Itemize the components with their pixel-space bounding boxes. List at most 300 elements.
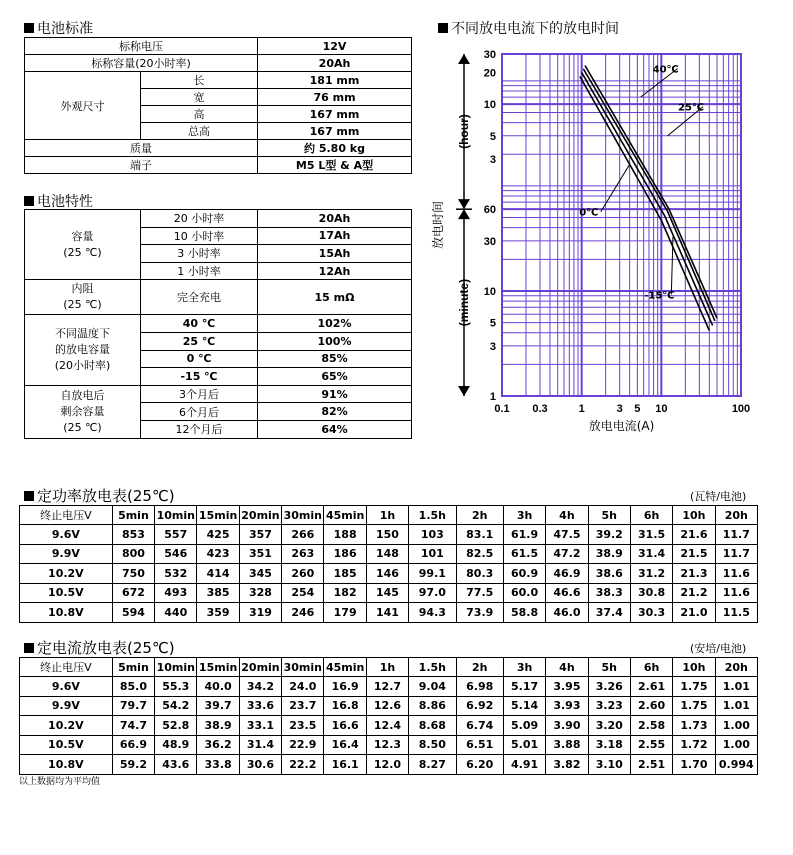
- capacity-label: 3 小时率: [141, 245, 258, 263]
- table-cell: 21.0: [673, 603, 715, 623]
- table-cell: 1.75: [673, 696, 715, 716]
- power-title-text: 定功率放电表(25℃): [37, 487, 175, 505]
- table-cell: 750: [112, 564, 154, 584]
- column-header: 4h: [546, 506, 588, 525]
- table-cell: 1.01: [715, 696, 757, 716]
- table-cell: 3.26: [588, 677, 630, 697]
- table-cell: 1.00: [715, 716, 757, 736]
- table-cell: 23.5: [282, 716, 324, 736]
- table-cell: 6.98: [456, 677, 503, 697]
- dim-label: 长: [141, 72, 258, 89]
- table-cell: 38.6: [588, 564, 630, 584]
- table-cell: 33.6: [239, 696, 281, 716]
- discharge-time-chart: [420, 14, 770, 434]
- table-cell: 8.68: [409, 716, 456, 736]
- series-label: 40℃: [652, 64, 679, 76]
- row-voltage: 10.2V: [20, 564, 113, 584]
- table-cell: 493: [155, 583, 197, 603]
- resistance-label: 完全充电: [141, 280, 258, 315]
- table-cell: 179: [324, 603, 366, 623]
- table-cell: 3.90: [546, 716, 588, 736]
- table-cell: 99.1: [409, 564, 456, 584]
- spec-value: 12V: [258, 38, 412, 55]
- x-tick-label: 0.1: [494, 403, 510, 415]
- bullet-square-icon: [24, 643, 34, 653]
- row-voltage: 10.5V: [20, 735, 113, 755]
- arrow-up-icon: [458, 209, 470, 219]
- table-cell: 5.17: [503, 677, 545, 697]
- temperature-group: [25, 315, 141, 385]
- table-row: [20, 755, 758, 775]
- self-discharge-label: 12个月后: [141, 420, 258, 438]
- table-cell: 3.88: [546, 735, 588, 755]
- table-cell: 11.5: [715, 603, 757, 623]
- spec-label: 质量: [25, 140, 258, 157]
- self-discharge-group: [25, 385, 141, 438]
- table-cell: 16.8: [324, 696, 366, 716]
- table-cell: 12.3: [366, 735, 408, 755]
- x-tick-label: 3: [616, 403, 623, 415]
- table-cell: 36.2: [197, 735, 239, 755]
- table-cell: 2.61: [630, 677, 672, 697]
- spec-title-text: 电池标准: [37, 21, 93, 37]
- table-cell: 263: [282, 544, 324, 564]
- table-cell: 150: [366, 525, 408, 545]
- table-cell: 185: [324, 564, 366, 584]
- capacity-value: 20Ah: [258, 210, 412, 228]
- spec-value: 约 5.80 kg: [258, 140, 412, 157]
- table-cell: 38.9: [197, 716, 239, 736]
- table-cell: 345: [239, 564, 281, 584]
- series-label: -15℃: [644, 290, 675, 302]
- table-cell: 0.994: [715, 755, 757, 775]
- self-discharge-value: 91%: [258, 385, 412, 403]
- table-cell: 853: [112, 525, 154, 545]
- table-cell: 532: [155, 564, 197, 584]
- column-header: 3h: [503, 506, 545, 525]
- capacity-group: [25, 210, 141, 280]
- minute-tick-label: 60: [483, 204, 496, 217]
- table-cell: 2.60: [630, 696, 672, 716]
- table-cell: 425: [197, 525, 239, 545]
- table-cell: 40.0: [197, 677, 239, 697]
- table-cell: 2.58: [630, 716, 672, 736]
- table-cell: 59.2: [112, 755, 154, 775]
- row-voltage: 10.5V: [20, 583, 113, 603]
- group-line: 不同温度下: [55, 327, 110, 341]
- table-cell: 16.6: [324, 716, 366, 736]
- table-cell: 55.3: [155, 677, 197, 697]
- group-line: (25 ℃): [63, 298, 102, 312]
- table-cell: 594: [112, 603, 154, 623]
- table-cell: 11.6: [715, 583, 757, 603]
- capacity-value: 12Ah: [258, 262, 412, 280]
- table-cell: 60.0: [503, 583, 545, 603]
- table-cell: 38.3: [588, 583, 630, 603]
- table-cell: 672: [112, 583, 154, 603]
- table-cell: 83.1: [456, 525, 503, 545]
- table-cell: 11.6: [715, 564, 757, 584]
- self-discharge-label: 6个月后: [141, 403, 258, 421]
- group-line: (25 ℃): [63, 420, 102, 434]
- table-cell: 9.04: [409, 677, 456, 697]
- table-cell: 58.8: [503, 603, 545, 623]
- table-cell: 12.4: [366, 716, 408, 736]
- table-cell: 8.27: [409, 755, 456, 775]
- table-cell: 12.0: [366, 755, 408, 775]
- spec-value: M5 L型 & A型: [258, 157, 412, 174]
- table-cell: 260: [282, 564, 324, 584]
- resistance-group: [25, 280, 141, 315]
- table-cell: 48.9: [155, 735, 197, 755]
- table-cell: 43.6: [155, 755, 197, 775]
- table-cell: 23.7: [282, 696, 324, 716]
- table-cell: 94.3: [409, 603, 456, 623]
- self-discharge-label: 3个月后: [141, 385, 258, 403]
- table-cell: 186: [324, 544, 366, 564]
- group-line: 自放电后: [60, 388, 105, 402]
- table-row: [20, 696, 758, 716]
- table-row: [20, 735, 758, 755]
- table-cell: 82.5: [456, 544, 503, 564]
- table-cell: 31.4: [630, 544, 672, 564]
- x-axis-label: 放电电流(A): [588, 419, 655, 433]
- spec-value: 20Ah: [258, 55, 412, 72]
- column-header: 15min: [197, 658, 239, 677]
- table-cell: 16.4: [324, 735, 366, 755]
- table-cell: 1.70: [673, 755, 715, 775]
- table-cell: 12.7: [366, 677, 408, 697]
- group-line: (25 ℃): [63, 245, 102, 259]
- dims-group-label: 外观尺寸: [25, 72, 141, 140]
- column-header: 20min: [239, 506, 281, 525]
- table-cell: 61.5: [503, 544, 545, 564]
- table-cell: 8.50: [409, 735, 456, 755]
- row-voltage: 9.6V: [20, 525, 113, 545]
- capacity-label: 1 小时率: [141, 262, 258, 280]
- current-table: [19, 657, 758, 775]
- temperature-label: -15 ℃: [141, 368, 258, 386]
- table-cell: 34.2: [239, 677, 281, 697]
- series-label: 25℃: [678, 102, 705, 114]
- table-cell: 66.9: [112, 735, 154, 755]
- table-cell: 357: [239, 525, 281, 545]
- table-cell: 1.73: [673, 716, 715, 736]
- chart-title-text: 不同放电电流下的放电时间: [451, 21, 619, 37]
- table-cell: 2.55: [630, 735, 672, 755]
- table-cell: 1.75: [673, 677, 715, 697]
- minute-tick-label: 1: [489, 391, 496, 403]
- column-header: 1.5h: [409, 506, 456, 525]
- x-tick-label: 100: [731, 403, 751, 415]
- group-line: 剩余容量: [60, 404, 105, 418]
- table-cell: 145: [366, 583, 408, 603]
- y-axis-label: 放电时间: [431, 200, 445, 250]
- column-header: 2h: [456, 658, 503, 677]
- footnote: 以上数据均为平均值: [19, 777, 101, 787]
- column-header: 15min: [197, 506, 239, 525]
- column-header: 5h: [588, 506, 630, 525]
- table-cell: 440: [155, 603, 197, 623]
- table-cell: 30.8: [630, 583, 672, 603]
- table-cell: 3.93: [546, 696, 588, 716]
- row-voltage: 10.8V: [20, 755, 113, 775]
- temperature-label: 0 ℃: [141, 350, 258, 368]
- dim-label: 高: [141, 106, 258, 123]
- table-cell: 61.9: [503, 525, 545, 545]
- table-cell: 319: [239, 603, 281, 623]
- group-line: 内阻: [71, 282, 94, 296]
- table-cell: 359: [197, 603, 239, 623]
- dim-value: 181 mm: [258, 72, 412, 89]
- table-cell: 47.5: [546, 525, 588, 545]
- temperature-value: 102%: [258, 315, 412, 333]
- table-cell: 80.3: [456, 564, 503, 584]
- column-header: 5min: [112, 506, 154, 525]
- temperature-value: 85%: [258, 350, 412, 368]
- hour-tick-label: 3: [489, 154, 496, 167]
- table-cell: 188: [324, 525, 366, 545]
- table-row: [20, 544, 758, 564]
- table-cell: 31.5: [630, 525, 672, 545]
- column-header: 10h: [673, 658, 715, 677]
- table-cell: 328: [239, 583, 281, 603]
- table-cell: 2.51: [630, 755, 672, 775]
- group-line: (20小时率): [54, 359, 111, 373]
- capacity-value: 15Ah: [258, 245, 412, 263]
- hour-tick-label: 10: [483, 99, 496, 112]
- table-cell: 4.91: [503, 755, 545, 775]
- table-cell: 33.8: [197, 755, 239, 775]
- table-cell: 21.5: [673, 544, 715, 564]
- temperature-label: 40 ℃: [141, 315, 258, 333]
- table-cell: 3.95: [546, 677, 588, 697]
- spec-label: 标称容量(20小时率): [25, 55, 258, 72]
- column-header: 45min: [324, 658, 366, 677]
- row-voltage: 10.2V: [20, 716, 113, 736]
- table-row: [20, 525, 758, 545]
- table-cell: 47.2: [546, 544, 588, 564]
- table-cell: 423: [197, 544, 239, 564]
- table-cell: 1.01: [715, 677, 757, 697]
- table-cell: 800: [112, 544, 154, 564]
- group-line: 容量: [71, 229, 94, 243]
- table-cell: 46.0: [546, 603, 588, 623]
- hour-tick-label: 20: [483, 67, 496, 80]
- hour-tick-label: 30: [483, 49, 496, 61]
- table-cell: 3.18: [588, 735, 630, 755]
- column-header: 6h: [630, 506, 672, 525]
- table-cell: 5.14: [503, 696, 545, 716]
- table-row: [20, 564, 758, 584]
- dim-value: 167 mm: [258, 123, 412, 140]
- power-table: [19, 505, 758, 623]
- temperature-label: 25 ℃: [141, 332, 258, 350]
- column-header: 45min: [324, 506, 366, 525]
- table-cell: 546: [155, 544, 197, 564]
- temperature-value: 65%: [258, 368, 412, 386]
- table-cell: 24.0: [282, 677, 324, 697]
- column-header: 20h: [715, 506, 757, 525]
- table-cell: 8.86: [409, 696, 456, 716]
- current-unit: (安培/电池): [690, 642, 747, 655]
- group-line: 的放电容量: [55, 343, 110, 357]
- table-cell: 52.8: [155, 716, 197, 736]
- column-header: 终止电压V: [20, 506, 113, 525]
- table-row: [20, 716, 758, 736]
- table-cell: 21.3: [673, 564, 715, 584]
- table-cell: 385: [197, 583, 239, 603]
- table-cell: 60.9: [503, 564, 545, 584]
- table-cell: 37.4: [588, 603, 630, 623]
- bullet-square-icon: [24, 196, 34, 206]
- current-title-text: 定电流放电表(25℃): [37, 639, 175, 657]
- column-header: 6h: [630, 658, 672, 677]
- capacity-label: 20 小时率: [141, 210, 258, 228]
- table-cell: 11.7: [715, 544, 757, 564]
- spec-label: 标称电压: [25, 38, 258, 55]
- table-cell: 79.7: [112, 696, 154, 716]
- table-cell: 16.1: [324, 755, 366, 775]
- column-header: 20min: [239, 658, 281, 677]
- hour-axis-label: (hour): [457, 114, 471, 149]
- table-row: [20, 603, 758, 623]
- plot-area: [502, 54, 741, 396]
- x-tick-label: 5: [634, 403, 641, 415]
- column-header: 终止电压V: [20, 658, 113, 677]
- table-cell: 74.7: [112, 716, 154, 736]
- self-discharge-value: 82%: [258, 403, 412, 421]
- table-cell: 77.5: [456, 583, 503, 603]
- arrow-up-icon: [458, 54, 470, 64]
- current-table-title: [24, 637, 175, 658]
- row-voltage: 9.9V: [20, 544, 113, 564]
- column-header: 3h: [503, 658, 545, 677]
- table-cell: 30.6: [239, 755, 281, 775]
- table-cell: 3.82: [546, 755, 588, 775]
- table-cell: 12.6: [366, 696, 408, 716]
- table-row: [20, 583, 758, 603]
- table-cell: 266: [282, 525, 324, 545]
- power-table-title: [24, 485, 175, 506]
- table-cell: 33.1: [239, 716, 281, 736]
- table-cell: 21.2: [673, 583, 715, 603]
- table-cell: 30.3: [630, 603, 672, 623]
- table-cell: 414: [197, 564, 239, 584]
- table-cell: 141: [366, 603, 408, 623]
- column-header: 5h: [588, 658, 630, 677]
- table-cell: 351: [239, 544, 281, 564]
- spec-table: [24, 37, 412, 174]
- table-header-row: [20, 506, 758, 525]
- column-header: 2h: [456, 506, 503, 525]
- table-cell: 21.6: [673, 525, 715, 545]
- column-header: 10min: [155, 506, 197, 525]
- power-unit: (瓦特/电池): [690, 490, 747, 503]
- column-header: 1.5h: [409, 658, 456, 677]
- table-cell: 54.2: [155, 696, 197, 716]
- minute-tick-label: 10: [483, 285, 496, 298]
- table-cell: 31.4: [239, 735, 281, 755]
- column-header: 4h: [546, 658, 588, 677]
- table-cell: 16.9: [324, 677, 366, 697]
- table-cell: 6.92: [456, 696, 503, 716]
- dim-value: 167 mm: [258, 106, 412, 123]
- x-tick-label: 0.3: [532, 403, 548, 415]
- arrow-down-icon: [458, 386, 470, 396]
- arrow-down-icon: [458, 199, 470, 209]
- table-cell: 39.7: [197, 696, 239, 716]
- minute-tick-label: 3: [489, 340, 496, 353]
- table-cell: 3.10: [588, 755, 630, 775]
- table-cell: 101: [409, 544, 456, 564]
- features-table: [24, 209, 412, 439]
- table-cell: 31.2: [630, 564, 672, 584]
- features-title-text: 电池特性: [37, 194, 93, 210]
- table-cell: 148: [366, 544, 408, 564]
- row-voltage: 9.6V: [20, 677, 113, 697]
- temperature-value: 100%: [258, 332, 412, 350]
- dim-label: 宽: [141, 89, 258, 106]
- table-cell: 22.9: [282, 735, 324, 755]
- bullet-square-icon: [24, 491, 34, 501]
- capacity-label: 10 小时率: [141, 227, 258, 245]
- capacity-value: 17Ah: [258, 227, 412, 245]
- table-cell: 1.00: [715, 735, 757, 755]
- column-header: 30min: [282, 506, 324, 525]
- table-cell: 3.23: [588, 696, 630, 716]
- table-cell: 6.74: [456, 716, 503, 736]
- table-cell: 97.0: [409, 583, 456, 603]
- column-header: 30min: [282, 658, 324, 677]
- dim-value: 76 mm: [258, 89, 412, 106]
- row-voltage: 9.9V: [20, 696, 113, 716]
- self-discharge-value: 64%: [258, 420, 412, 438]
- table-row: [20, 677, 758, 697]
- series-label: 0℃: [579, 207, 599, 219]
- table-cell: 39.2: [588, 525, 630, 545]
- row-voltage: 10.8V: [20, 603, 113, 623]
- table-cell: 182: [324, 583, 366, 603]
- x-tick-label: 10: [655, 403, 668, 415]
- column-header: 10h: [673, 506, 715, 525]
- table-cell: 246: [282, 603, 324, 623]
- column-header: 1h: [366, 506, 408, 525]
- table-cell: 6.51: [456, 735, 503, 755]
- minute-tick-label: 5: [489, 317, 496, 330]
- table-cell: 85.0: [112, 677, 154, 697]
- table-header-row: [20, 658, 758, 677]
- dim-label: 总高: [141, 123, 258, 140]
- column-header: 10min: [155, 658, 197, 677]
- column-header: 5min: [112, 658, 154, 677]
- column-header: 1h: [366, 658, 408, 677]
- table-cell: 5.09: [503, 716, 545, 736]
- table-cell: 11.7: [715, 525, 757, 545]
- table-cell: 6.20: [456, 755, 503, 775]
- table-cell: 5.01: [503, 735, 545, 755]
- table-cell: 103: [409, 525, 456, 545]
- table-cell: 73.9: [456, 603, 503, 623]
- resistance-value: 15 mΩ: [258, 280, 412, 315]
- table-cell: 46.9: [546, 564, 588, 584]
- hour-tick-label: 5: [489, 130, 496, 143]
- table-cell: 38.9: [588, 544, 630, 564]
- table-cell: 146: [366, 564, 408, 584]
- table-cell: 3.20: [588, 716, 630, 736]
- table-cell: 46.6: [546, 583, 588, 603]
- table-cell: 557: [155, 525, 197, 545]
